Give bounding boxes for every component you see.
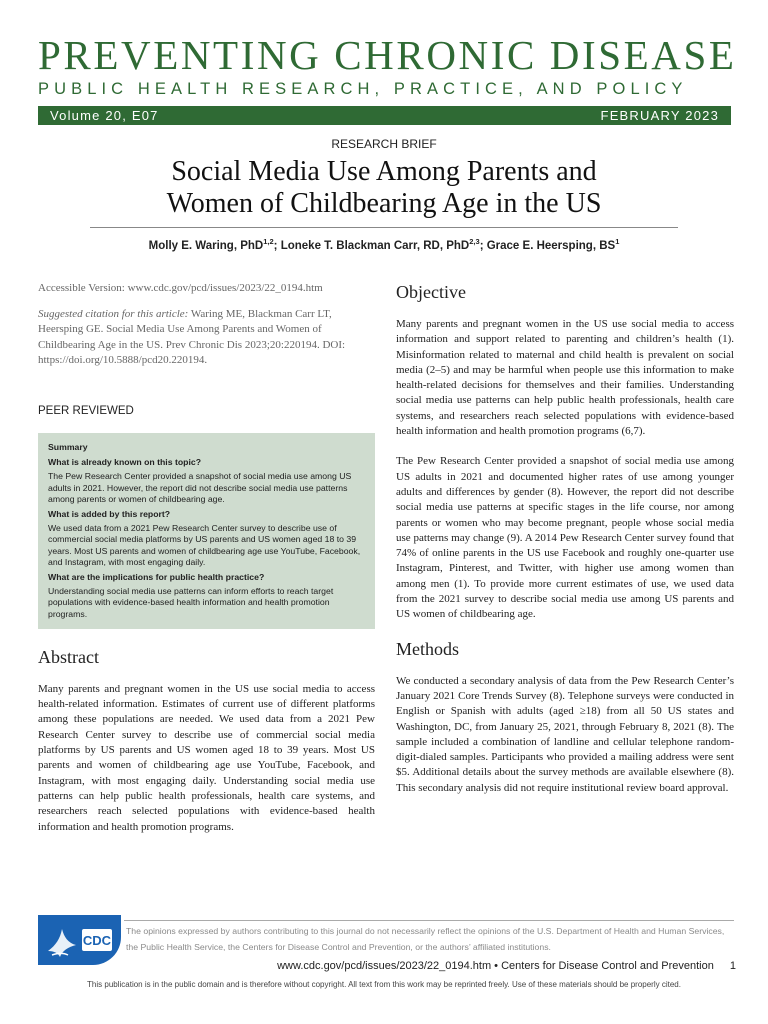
citation-label: Suggested citation for this article: <box>38 308 189 321</box>
article-title <box>84 156 684 220</box>
article-title-line1: Social Media Use Among Parents and <box>171 156 597 187</box>
footer-divider <box>124 920 734 921</box>
article-title-line2: Women of Childbearing Age in the US <box>166 188 602 219</box>
summary-answer: The Pew Research Center provided a snapshot of social media use among US adults in 2021. However, the report did not describe social media use patterns among parents or women of childbearing age. <box>48 471 352 504</box>
footer-url-line <box>250 960 736 972</box>
peer-reviewed-label: PEER REVIEWED <box>38 405 134 418</box>
hhs-eagle-icon <box>38 915 121 965</box>
author-name: Grace E. Heersping, BS <box>486 239 616 252</box>
suggested-citation <box>38 307 375 368</box>
methods-heading: Methods <box>396 638 459 659</box>
objective-paragraph: Many parents and pregnant women in the US use social media to access information and support related to parenting and children’s health (1). Misinformation related to maternal and child health is prevalent on social media (2–5) and may be harmful when people use this information to make health-related decisions for themselves and their families. Understanding social media use patterns can help public health professionals, health care systems, and researchers reach selected populations with evidence-based health information and health promotion programs (6,7). <box>396 318 734 438</box>
article-type: RESEARCH BRIEF <box>331 137 437 151</box>
author-separator: ; <box>479 239 487 252</box>
summary-question: What is added by this report? <box>48 509 171 520</box>
summary-question: What is already known on this topic? <box>48 457 202 468</box>
author-separator: ; <box>273 239 281 252</box>
summary-answer: We used data from a 2021 Pew Research Center survey to describe use of commercial social media platforms by US parents and US women aged 18 to 39 years. Most US parents and women of childbearing age use YouTube, Facebook, and Instagram, with most engaging daily. <box>48 523 361 567</box>
summary-box <box>38 433 375 629</box>
journal-subtitle: PUBLIC HEALTH RESEARCH, PRACTICE, AND POLICY <box>38 80 688 98</box>
abstract-text: Many parents and pregnant women in the US use social media to access health-related information. Estimates of current use of different platforms among these populations are needed. We used data from a 2021 Pew Research Center survey to describe use of commercial social media platforms by US parents and US women aged 18 to 39 years. Most US parents and women of childbearing age use YouTube, Facebook, and Instagram, with most engaging daily. Understanding social media use patterns can help public health professionals, health care systems, and researchers reach selected populations with evidence-based health information and health promotion programs. <box>38 682 375 833</box>
issue-date: FEBRUARY 2023 <box>600 108 719 123</box>
author-name: Molly E. Waring, PhD <box>148 239 264 252</box>
summary-answer: Understanding social media use patterns can inform efforts to reach target populations with evidence-based health information and health promotion programs. <box>48 586 334 619</box>
citation-text: Waring ME, Blackman Carr LT, Heersping GE. Social Media Use Among Parents and Women of Childbearing Age in the US. Prev Chronic Dis 2023;20:220194. DOI: https://doi.org/10.5888/pcd20.220194. <box>38 308 346 366</box>
volume-bar <box>38 106 731 125</box>
cdc-logo-text: CDC <box>82 933 112 948</box>
footer-url[interactable]: www.cdc.gov/pcd/issues/2023/22_0194.htm • Centers for Disease Control and Prevention <box>277 960 714 972</box>
summary-heading: Summary <box>48 442 88 453</box>
left-column <box>38 281 375 835</box>
page-number: 1 <box>729 960 736 972</box>
title-divider <box>90 227 678 228</box>
accessible-version-link[interactable]: Accessible Version: www.cdc.gov/pcd/issues/2023/22_0194.htm <box>38 282 323 294</box>
objective-paragraph: The Pew Research Center provided a snapshot of social media use among US adults in 2021 and documented higher rates of use among younger adults and differences by gender (8). However, the report did not describe social media use patterns at specific stages in the life course, nor among parents or women who may become pregnant, people whose social media use patterns may change (9). A 2014 Pew Research Center survey found that 74% of online parents in the US use Facebook and roughly one-quarter use Instagram, Pinterest, and Twitter, with higher use among women than among men (1). To provide more current estimates of use, we used data from the 2021 survey to describe social media use among US parents and US women of childbearing age. <box>396 455 734 621</box>
cdc-logo <box>38 915 121 965</box>
volume-label: Volume 20, E07 <box>50 108 159 123</box>
author-name: Loneke T. Blackman Carr, RD, PhD <box>280 239 470 252</box>
journal-title: PREVENTING CHRONIC DISEASE <box>38 32 737 78</box>
methods-paragraph: We conducted a secondary analysis of data from the Pew Research Center’s January 2021 Core Trends Survey (8). Telephone surveys were conducted in English or Spanish with adults (aged ≥18) from all 50 US states and Washington, DC, from January 25, 2021, through February 8, 2021 (8). The sample included a combination of landline and cellular telephone random-digit-dialed samples. Participants who provided a mailing address were sent $5. Additional details about the survey methods are available elsewhere (8). This secondary analysis did not require institutional review board approval. <box>396 674 734 794</box>
author-list <box>0 237 768 252</box>
abstract-heading: Abstract <box>38 646 99 667</box>
author-affiliation: 1 <box>615 237 620 246</box>
author-affiliation: 1,2 <box>263 237 274 246</box>
right-column <box>396 281 734 796</box>
author-affiliation: 2,3 <box>469 237 480 246</box>
objective-heading: Objective <box>396 282 466 302</box>
disclaimer-text: The opinions expressed by authors contributing to this journal do not necessarily reflect the opinions of the U.S. Department of Health and Human Services, the Public Health Service, the Centers for Disease Control and Prevention, or the authors’ affiliated institutions. <box>126 926 725 952</box>
public-domain-notice: This publication is in the public domain and is therefore without copyright. All text from this work may be reprinted freely. Use of these materials should be properly cited. <box>87 980 681 989</box>
summary-question: What are the implications for public health practice? <box>48 572 265 583</box>
